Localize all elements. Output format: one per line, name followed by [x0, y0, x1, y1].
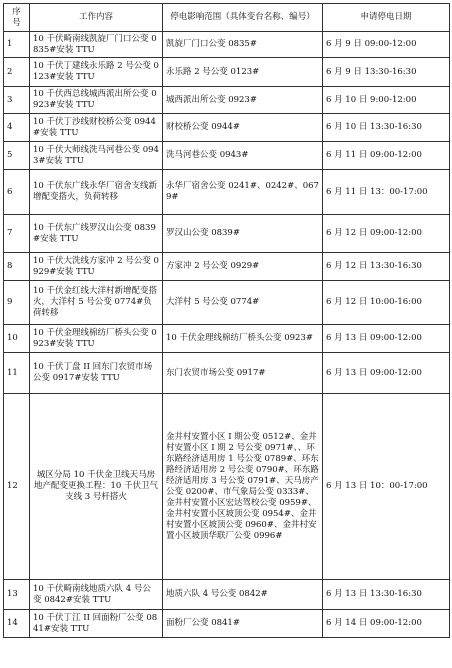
- table-row: [4, 87, 450, 114]
- row-date: 6 月 11 日 13：00-17:00: [323, 170, 450, 215]
- row-scope: 东门农贸市场公变 0917#: [163, 353, 323, 394]
- row-date: 6 月 12 日 13:30-16:30: [323, 253, 450, 281]
- row-date: 6 月 13 日 09:00-12:00: [323, 325, 450, 353]
- row-scope: 10 千伏金理线棉纺厂桥头公变 0923#: [163, 325, 323, 353]
- row-date: 6 月 9 日 09:00-12:00: [323, 32, 450, 58]
- row-no: 8: [4, 253, 30, 281]
- row-scope: 面粉厂公变 0841#: [163, 610, 323, 638]
- row-no: 11: [4, 353, 30, 394]
- header-scope: 停电影响范围（具体变台名称、编号）: [163, 4, 323, 32]
- row-scope: 大洋村 5 号公变 0774#: [163, 281, 323, 325]
- row-work: 10 千伏大洗线方家冲 2 号公变 0929#安装 TTU: [30, 253, 163, 281]
- table-row: [4, 58, 450, 87]
- outage-schedule-table: [3, 3, 450, 638]
- row-work: 10 千伏畸南线地质六队 4 号公变 0842#安装 TTU: [30, 580, 163, 610]
- row-work: 10 千伏丁盘 II 回东门农贸市场公变 0917#安装 TTU: [30, 353, 163, 394]
- row-no: 13: [4, 580, 30, 610]
- table-row: [4, 580, 450, 610]
- row-work: 10 千伏东广线罗汉山公变 0839#安装 TTU: [30, 215, 163, 253]
- row-no: 3: [4, 87, 30, 114]
- row-work: 10 千伏畸南线凯旋厂门口公变 0835#安装 TTU: [30, 32, 163, 58]
- table-row: [4, 253, 450, 281]
- row-date: 6 月 9 日 13:30-16:30: [323, 58, 450, 87]
- row-no: 10: [4, 325, 30, 353]
- row-scope: 凯旋厂门口公变 0835#: [163, 32, 323, 58]
- row-scope: 方家冲 2 号公变 0929#: [163, 253, 323, 281]
- row-work: 10 千伏东广线永华厂宿舍支线新增配变搭火，负荷转移: [30, 170, 163, 215]
- header-no: 序 号: [4, 4, 30, 32]
- row-date: 6 月 11 日 09:00-12:00: [323, 142, 450, 170]
- table-row: [4, 353, 450, 394]
- header-work: 工作内容: [30, 4, 163, 32]
- row-work: 10 千伏大师线洗马河巷公变 0943#安装 TTU: [30, 142, 163, 170]
- row-no: 7: [4, 215, 30, 253]
- row-date: 6 月 10 日 9:00-12:00: [323, 87, 450, 114]
- row-no: 12: [4, 394, 30, 580]
- row-date: 6 月 13 日 13:30-16:30: [323, 580, 450, 610]
- table-row: [4, 394, 450, 580]
- table-row: [4, 610, 450, 638]
- row-no: 9: [4, 281, 30, 325]
- row-work: 10 千伏金理线棉纺厂桥头公变 0923#安装 TTU: [30, 325, 163, 353]
- row-no: 5: [4, 142, 30, 170]
- row-scope: 永乐路 2 号公变 0123#: [163, 58, 323, 87]
- row-scope: 金井村安置小区 I 期公变 0512#、金井村安置小区 I 期 2 号公变 0971#、、环东路经济适用房 1 号公变 0789#、环东路经济适用房 2 号公变 0790#、环东路经济适用房 3 号公变 0791#、天马房产公变 0200#、市气象局公变 0333#、金井村安置小区宏达驾校公变 0959#、金井村安置小区坡顶公变 0954#、金井村安置小区坡顶公变 0960#、金井村安置小区坡顶华联厂公变 0996#: [163, 394, 323, 580]
- header-date: 申请停电日期: [323, 4, 450, 32]
- row-scope: 城西派出所公变 0923#: [163, 87, 323, 114]
- table-row: [4, 325, 450, 353]
- table-row: [4, 32, 450, 58]
- row-scope: 罗汉山公变 0839#: [163, 215, 323, 253]
- row-work: 10 千伏丁江 II 回面粉厂公变 0841#安装 TTU: [30, 610, 163, 638]
- row-no: 6: [4, 170, 30, 215]
- table-row: [4, 281, 450, 325]
- row-work: 10 千伏丁建线永乐路 2 号公变 0123#安装 TTU: [30, 58, 163, 87]
- row-scope: 财校桥公变 0944#: [163, 114, 323, 142]
- row-no: 4: [4, 114, 30, 142]
- row-work: 10 千伏金红线大洋村新增配变搭火，大洋村 5 号公变 0774#负荷转移: [30, 281, 163, 325]
- row-no: 2: [4, 58, 30, 87]
- header-row: [4, 4, 450, 32]
- row-date: 6 月 12 日 09:00-12:00: [323, 215, 450, 253]
- row-date: 6 月 10 日 13:30-16:30: [323, 114, 450, 142]
- table-row: [4, 215, 450, 253]
- row-work: 10 千伏丁沙线财校桥公变 0944#安装 TTU: [30, 114, 163, 142]
- row-scope: 永华厂宿舍公变 0241#、0242#、0679#: [163, 170, 323, 215]
- row-scope: 洗马河巷公变 0943#: [163, 142, 323, 170]
- table-row: [4, 170, 450, 215]
- row-date: 6 月 14 日 09:00-12:00: [323, 610, 450, 638]
- row-date: 6 月 13 日 10：00-17:00: [323, 394, 450, 580]
- row-no: 14: [4, 610, 30, 638]
- row-date: 6 月 13 日 09:00-12:00: [323, 353, 450, 394]
- row-no: 1: [4, 32, 30, 58]
- row-date: 6 月 12 日 10:00-16:00: [323, 281, 450, 325]
- row-work: 10 千伏西总线城西派出所公变 0923#安装 TTU: [30, 87, 163, 114]
- row-scope: 地质六队 4 号公变 0842#: [163, 580, 323, 610]
- table-row: [4, 142, 450, 170]
- row-work: 城区分局 10 千伏金卫线天马房地产配变更换工程：10 千伏卫气支线 3 号杆搭火: [30, 394, 163, 580]
- table-row: [4, 114, 450, 142]
